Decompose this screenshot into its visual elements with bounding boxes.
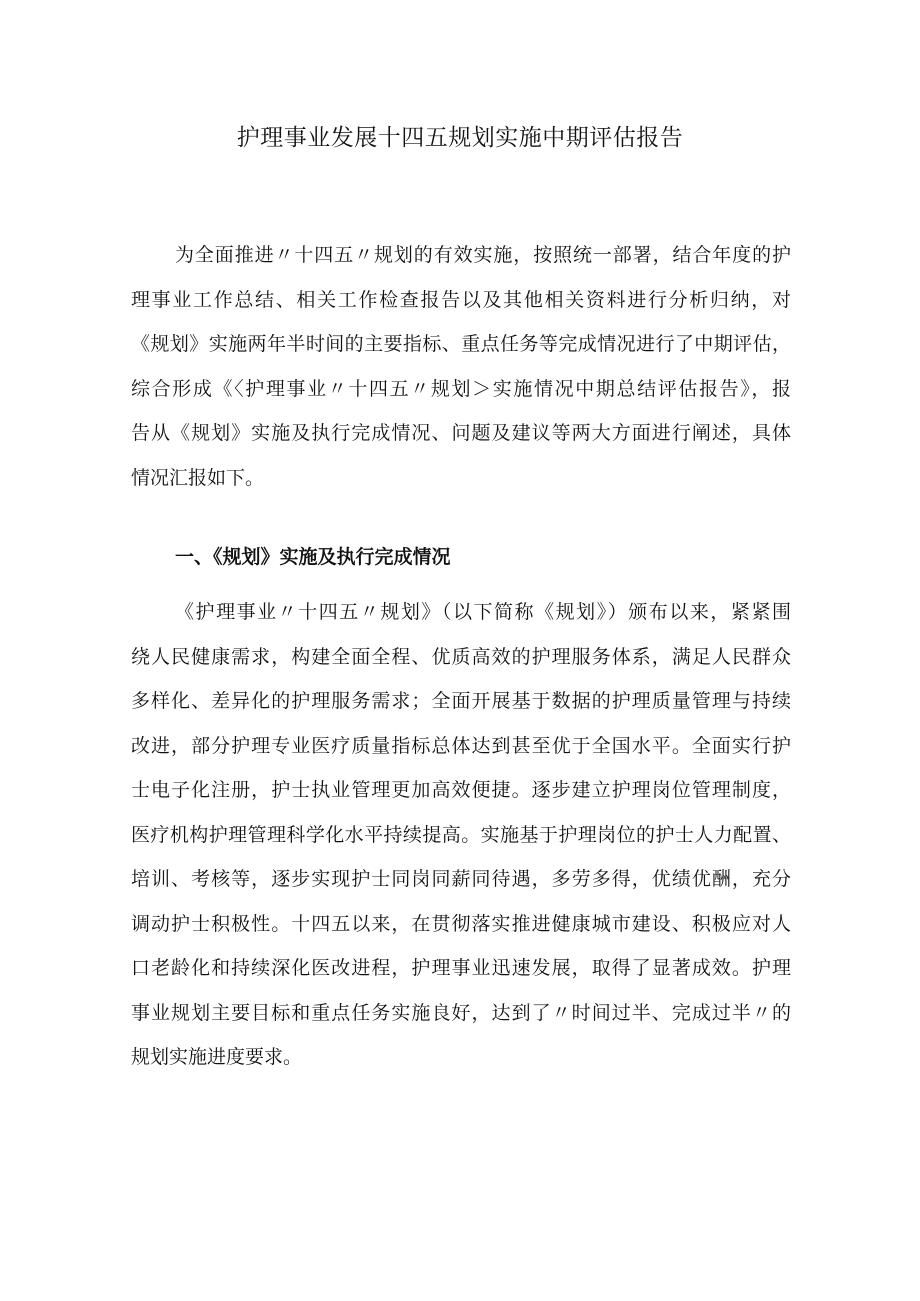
paragraph-line: 多样化、差异化的护理服务需求；全面开展基于数据的护理质量管理与持续: [131, 690, 791, 712]
paragraph-line: 士电子化注册，护士执业管理更加高效便捷。逐步建立护理岗位管理制度，: [131, 779, 791, 801]
intro-paragraph: [131, 233, 791, 500]
section-heading: 一、《规划》实施及执行完成情况: [175, 546, 451, 568]
paragraph-line: 培训、考核等，逐步实现护士同岗同薪同待遇，多劳多得，优绩优酬，充分: [131, 868, 791, 890]
paragraph-line: 事业规划主要目标和重点任务实施良好，达到了〃时间过半、完成过半〃的: [131, 1001, 791, 1024]
paragraph-line: 情况汇报如下。: [131, 466, 265, 489]
paragraph-line: 告从《规划》实施及执行完成情况、问题及建议等两大方面进行阐述，具体: [131, 422, 791, 444]
paragraph-line: 医疗机构护理管理科学化水平持续提高。实施基于护理岗位的护士人力配置、: [131, 823, 791, 846]
paragraph-line: 《护理事业〃十四五〃规划》（以下简称《规划》）颁布以来，紧紧围: [175, 601, 791, 623]
paragraph-line: 理事业工作总结、相关工作检查报告以及其他相关资料进行分析归纳，对: [131, 288, 791, 311]
paragraph-line: 为全面推进〃十四五〃规划的有效实施，按照统一部署，结合年度的护: [175, 244, 791, 266]
document-title: 护理事业发展十四五规划实施中期评估报告: [236, 125, 684, 151]
paragraph-line: 调动护士积极性。十四五以来，在贯彻落实推进健康城市建设、积极应对人: [131, 912, 791, 935]
paragraph-line: 《规划》实施两年半时间的主要指标、重点任务等完成情况进行了中期评估，: [131, 333, 791, 355]
paragraph-line: 绕人民健康需求，构建全面全程、优质高效的护理服务体系，满足人民群众: [131, 645, 791, 668]
paragraph-line: 改进，部分护理专业医疗质量指标总体达到甚至优于全国水平。全面实行护: [131, 734, 791, 757]
section-paragraph: [131, 590, 791, 1080]
paragraph-line: 规划实施进度要求。: [131, 1046, 303, 1068]
paragraph-line: 综合形成《〈护理事业〃十四五〃规划＞实施情况中期总结评估报告》，报: [131, 377, 791, 400]
paragraph-line: 口老龄化和持续深化医改进程，护理事业迅速发展，取得了显著成效。护理: [131, 957, 791, 979]
